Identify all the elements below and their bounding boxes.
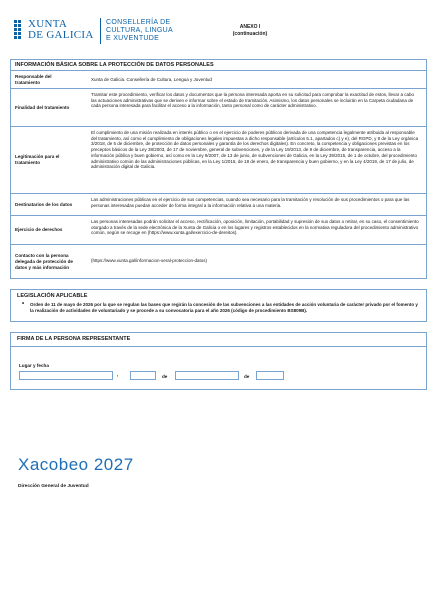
row-label: Ejercicio de derechos: [15, 227, 63, 233]
row-label: Legitimación para el tratamiento: [15, 154, 60, 165]
annex-subtitle: (continuación): [232, 30, 268, 37]
privacy-table: [10, 59, 427, 279]
row-value: Las personas interesadas podrán solicitar el acceso, rectificación, oposición, limitación, portabilidad y supresión de sus datos o retirar, en su caso, el consentimiento otorgado a través de la sede electrónica de la Xunta de Galicia o en los lugares y registros establecidos en la normativa reguladora del procedimiento administrativo común, según se recoge en (https://www.xunta.gal/exercicio-de-dereitos).: [91, 219, 419, 236]
legislation-title: LEGISLACIÓN APLICABLE: [17, 293, 88, 299]
privacy-row: [11, 70, 426, 88]
logo-line-1: XUNTA: [28, 18, 68, 30]
legislation-box: [10, 289, 427, 322]
privacy-title: INFORMACIÓN BÁSICA SOBRE LA PROTECCIÓN DE DATOS PERSONALES: [15, 62, 214, 68]
row-label: Destinatarios de los datos: [15, 201, 73, 207]
dept-line-2: CULTURA, LINGUA: [106, 27, 173, 34]
annex-title: ANEXO I: [239, 24, 261, 30]
legislation-text: Orden de 11 de mayo de 2026 por la que se regulan las bases que regirán la concesión de las subvenciones a las entidades de acción voluntaria de carácter privado por el fomento y la realización de actividades de voluntariado y se procede a su convocatoria para el año 2026 (código de procedimiento BS809B).: [30, 302, 418, 313]
place-date-label: Lugar y fecha: [19, 363, 49, 368]
signature-box: [10, 332, 427, 390]
privacy-row: [11, 193, 426, 215]
privacy-row: [11, 215, 426, 244]
privacy-row: [11, 126, 426, 193]
de-separator-2: de: [244, 374, 250, 379]
department-name: [106, 19, 173, 43]
bullet: •: [22, 301, 25, 307]
row-value: Las administraciones públicas en el ejercicio de sus competencias, cuando sea necesario para la tramitación y resolución de sus procedimientos o para que las personas interesadas puedan acceder de forma integral a la información relativa a una materia.: [91, 197, 410, 208]
annex-heading: [220, 24, 280, 37]
de-separator-1: de: [162, 374, 168, 379]
logo-wordmark: [28, 19, 94, 41]
signature-divider: [11, 346, 426, 347]
dept-line-1: CONSELLERÍA DE: [106, 19, 171, 26]
header-divider: [100, 18, 101, 44]
row-value: Xunta de Galicia. Consellería de Cultura, Lengua y Juventud: [91, 77, 212, 82]
privacy-row: [11, 88, 426, 126]
row-value: (https://www.xunta.gal/informacion-xeral-proteccion-datos): [91, 258, 208, 263]
row-value: Tramitar este procedimiento, verificar los datos y documentos que la persona interesada aporta en su solicitud para comprobar la exactitud de estos, llevar a cabo las actuaciones administrativas que se deriven e informar sobre el estado de tramitación. Asimismo, los datos personales se incluirán en la Carpeta ciudadana de cada persona interesada para facilitar el acceso a la información, tanto personal como de carácter administrativo.: [91, 92, 415, 109]
row-label: Contacto con la persona delegada de protección de datos y más información: [15, 253, 73, 270]
row-label: Responsable del tratamiento: [15, 73, 52, 85]
month-field[interactable]: [175, 371, 239, 380]
place-field[interactable]: [19, 371, 113, 380]
xunta-logo: [14, 18, 94, 46]
footer-organization: Dirección General de Juventud: [18, 484, 89, 489]
year-field[interactable]: [256, 371, 284, 380]
signature-title: FIRMA DE LA PERSONA REPRESENTANTE: [17, 336, 131, 342]
logo-line-2: DE GALICIA: [28, 29, 94, 41]
xunta-emblem-icon: [14, 20, 24, 42]
day-field[interactable]: [130, 371, 156, 380]
row-label: Finalidad del tratamiento: [15, 104, 70, 110]
xacobeo-logo: Xacobeo 2027: [18, 455, 134, 474]
privacy-row: [11, 244, 426, 279]
dept-line-3: E XUVENTUDE: [106, 35, 160, 42]
comma-separator: ,: [117, 372, 119, 377]
row-value: El cumplimiento de una misión realizada en interés público o en el ejercicio de poderes públicos derivada de una competencia legalmente atribuida al responsable del tratamiento, así como el cumplimiento de obligaciones legales impuestas a dicho responsable (artículos 6.1, apartados c) y e), del RGPD, y 8 de la Ley orgánica 3/2018, de 5 de diciembre, de protección de datos personales y garantía de los derechos digitales). En concreto, la competencia y obligaciones previstas en los preceptos básicos de la Ley 38/2003, de 17 de noviembre, general de subvenciones, y de la Ley 19/2013, de 9 de diciembre, de transparencia, acceso a la información pública y buen gobierno, así como en la Ley 9/2007, de 13 de junio, de subvenciones de Galicia, en la Ley 39/2015, de 1 de octubre, del procedimiento administrativo común de las administraciones públicas, en la Ley 1/2016, de 18 de enero, de transparencia y buen gobierno, y en la Ley 4/2019, de 17 de julio, de administración digital de Galicia.: [91, 130, 419, 170]
